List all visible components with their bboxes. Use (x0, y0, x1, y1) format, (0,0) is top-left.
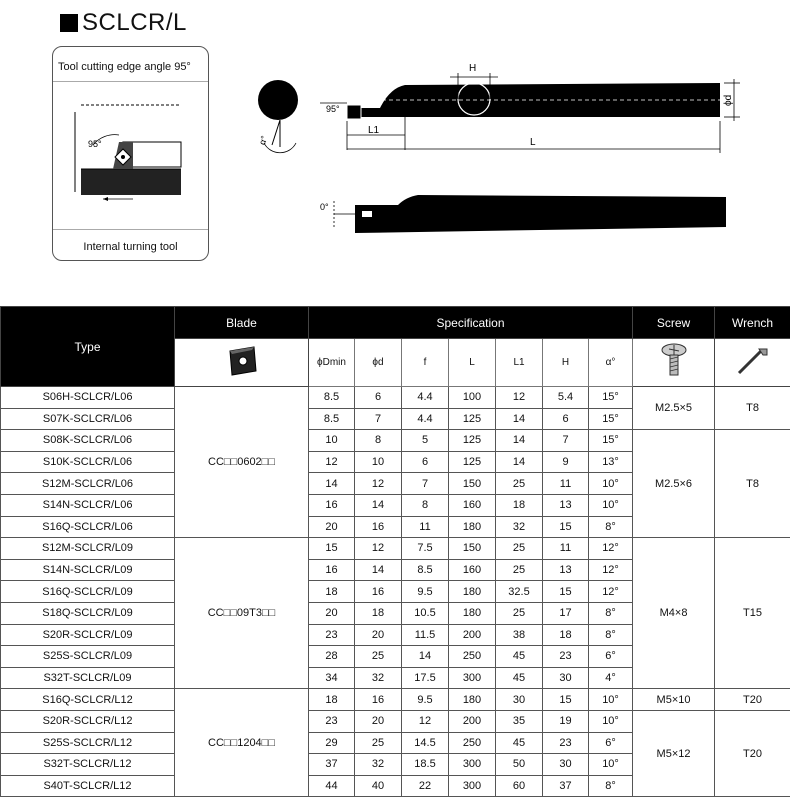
cell: 30 (543, 667, 589, 689)
cell: 25 (496, 473, 543, 495)
title-square-icon (60, 14, 78, 32)
table-row: S12M-SCLCR/L09 (1, 538, 175, 560)
cell: 10 (309, 430, 355, 452)
cell: 9 (543, 451, 589, 473)
blade-group-09: CC□□09T3□□ (175, 538, 309, 689)
cell: 150 (449, 538, 496, 560)
cell: 15 (309, 538, 355, 560)
inset-bottom-caption: Internal turning tool (83, 241, 178, 253)
cell: 37 (309, 754, 355, 776)
col-L1: L1 (496, 339, 543, 387)
cell: 8° (589, 516, 633, 538)
header-type: Type (1, 307, 175, 387)
cell: 12 (355, 473, 402, 495)
table-row: S18Q-SCLCR/L09 (1, 602, 175, 624)
screw-cell: M2.5×6 (633, 430, 715, 538)
cell: 16 (355, 516, 402, 538)
cell: 13 (543, 494, 589, 516)
cell: 11 (543, 473, 589, 495)
H-label: H (469, 63, 477, 74)
cell: 16 (309, 494, 355, 516)
cell: 10° (589, 494, 633, 516)
screw-cell: M4×8 (633, 538, 715, 689)
turning-tool-inset (52, 46, 209, 261)
wrench-cell: T20 (715, 689, 790, 711)
cell: 28 (309, 646, 355, 668)
cell: 17 (543, 602, 589, 624)
cell: 4° (589, 667, 633, 689)
cell: 12 (309, 451, 355, 473)
col-dmin: ϕDmin (309, 339, 355, 387)
table-row: S25S-SCLCR/L12 (1, 732, 175, 754)
cell: 100 (449, 387, 496, 409)
cell: 4.4 (402, 408, 449, 430)
cell: 150 (449, 473, 496, 495)
table-row: S16Q-SCLCR/L06 (1, 516, 175, 538)
cell: 38 (496, 624, 543, 646)
cell: 23 (543, 646, 589, 668)
cell: 14 (309, 473, 355, 495)
alpha-label: α° (256, 134, 270, 147)
cell: 180 (449, 516, 496, 538)
table-row: S06H-SCLCR/L06 (1, 387, 175, 409)
cell: 9.5 (402, 581, 449, 603)
cell: 37 (543, 775, 589, 797)
cell: 15° (589, 408, 633, 430)
table-row: S32T-SCLCR/L09 (1, 667, 175, 689)
table-row: S40T-SCLCR/L12 (1, 775, 175, 797)
cell: 25 (496, 559, 543, 581)
wrench-icon (715, 339, 790, 387)
cell: 160 (449, 494, 496, 516)
cell: 12 (355, 538, 402, 560)
cell: 50 (496, 754, 543, 776)
cell: 8.5 (309, 387, 355, 409)
cell: 45 (496, 667, 543, 689)
cell: 25 (355, 732, 402, 754)
cell: 8° (589, 602, 633, 624)
cell: 300 (449, 775, 496, 797)
col-H: H (543, 339, 589, 387)
cell: 13 (543, 559, 589, 581)
cell: 14 (402, 646, 449, 668)
table-row: S07K-SCLCR/L06 (1, 408, 175, 430)
blade-insert-icon (175, 339, 309, 387)
cell: 19 (543, 710, 589, 732)
cell: 30 (543, 754, 589, 776)
tool-holder-drawing (250, 55, 750, 245)
cell: 10° (589, 754, 633, 776)
cell: 12° (589, 581, 633, 603)
cell: 18 (309, 689, 355, 711)
cell: 14.5 (402, 732, 449, 754)
cell: 25 (355, 646, 402, 668)
cell: 4.4 (402, 387, 449, 409)
cell: 32.5 (496, 581, 543, 603)
cell: 200 (449, 710, 496, 732)
cell: 8.5 (402, 559, 449, 581)
cell: 12 (496, 387, 543, 409)
cell: 30 (496, 689, 543, 711)
inset-angle-label: 95° (88, 139, 102, 149)
cell: 14 (496, 451, 543, 473)
cell: 14 (355, 559, 402, 581)
cell: 15° (589, 387, 633, 409)
cell: 45 (496, 732, 543, 754)
inset-top-caption: Tool cutting edge angle 95° (58, 61, 191, 73)
cell: 13° (589, 451, 633, 473)
cell: 7 (543, 430, 589, 452)
table-row: S14N-SCLCR/L06 (1, 494, 175, 516)
cell: 10° (589, 473, 633, 495)
wrench-cell: T20 (715, 710, 790, 796)
cell: 23 (543, 732, 589, 754)
cell: 32 (355, 754, 402, 776)
cell: 200 (449, 624, 496, 646)
cell: 16 (355, 581, 402, 603)
cell: 15° (589, 430, 633, 452)
cell: 180 (449, 602, 496, 624)
cell: 250 (449, 646, 496, 668)
cell: 300 (449, 754, 496, 776)
L1-label: L1 (368, 125, 380, 136)
cell: 160 (449, 559, 496, 581)
cell: 6 (355, 387, 402, 409)
cell: 23 (309, 624, 355, 646)
cell: 25 (496, 602, 543, 624)
cell: 18 (309, 581, 355, 603)
cell: 14 (496, 408, 543, 430)
cell: 8 (355, 430, 402, 452)
cell: 11.5 (402, 624, 449, 646)
cell: 6 (402, 451, 449, 473)
specification-table (0, 306, 790, 797)
L-label: L (530, 137, 536, 148)
cell: 23 (309, 710, 355, 732)
screw-cell: M2.5×5 (633, 387, 715, 430)
inset-bottom-divider (53, 229, 208, 230)
cell: 20 (355, 710, 402, 732)
cell: 7 (355, 408, 402, 430)
cell: 20 (309, 516, 355, 538)
table-row: S08K-SCLCR/L06 (1, 430, 175, 452)
cell: 250 (449, 732, 496, 754)
cell: 14 (355, 494, 402, 516)
screw-cell: M5×10 (633, 689, 715, 711)
cell: 180 (449, 689, 496, 711)
cell: 8° (589, 624, 633, 646)
end-view-circle (258, 80, 298, 120)
cell: 125 (449, 430, 496, 452)
cell: 12° (589, 559, 633, 581)
inset-top-divider (53, 81, 208, 82)
cell: 10° (589, 710, 633, 732)
cell: 14 (496, 430, 543, 452)
cell: 6° (589, 646, 633, 668)
cell: 300 (449, 667, 496, 689)
table-row: S20R-SCLCR/L09 (1, 624, 175, 646)
cell: 5 (402, 430, 449, 452)
cell: 8 (402, 494, 449, 516)
cell: 35 (496, 710, 543, 732)
cell: 6° (589, 732, 633, 754)
table-row: S25S-SCLCR/L09 (1, 646, 175, 668)
cell: 8.5 (309, 408, 355, 430)
table-row: S32T-SCLCR/L12 (1, 754, 175, 776)
table-row: S10K-SCLCR/L06 (1, 451, 175, 473)
table-row: S20R-SCLCR/L12 (1, 710, 175, 732)
col-f: f (402, 339, 449, 387)
screw-cell: M5×12 (633, 710, 715, 796)
col-d: ϕd (355, 339, 402, 387)
cell: 12° (589, 538, 633, 560)
cell: 18 (543, 624, 589, 646)
cell: 15 (543, 581, 589, 603)
cell: 6 (543, 408, 589, 430)
zero-deg-label: 0° (320, 202, 329, 212)
angle-95-label: 95° (326, 104, 340, 114)
blade-group-12: CC□□1204□□ (175, 689, 309, 797)
wrench-cell: T8 (715, 430, 790, 538)
cell: 10 (355, 451, 402, 473)
phi-d-label: ϕd (723, 94, 734, 106)
table-row: S12M-SCLCR/L06 (1, 473, 175, 495)
cell: 32 (496, 516, 543, 538)
cell: 17.5 (402, 667, 449, 689)
cell: 12 (402, 710, 449, 732)
cell: 7 (402, 473, 449, 495)
cell: 22 (402, 775, 449, 797)
header-blade: Blade (175, 307, 309, 339)
page-title: SCLCR/L (60, 8, 187, 38)
cell: 11 (402, 516, 449, 538)
cell: 15 (543, 516, 589, 538)
cell: 10.5 (402, 602, 449, 624)
blade-group-06: CC□□0602□□ (175, 387, 309, 538)
cell: 32 (355, 667, 402, 689)
header-wrench: Wrench (715, 307, 790, 339)
cell: 40 (355, 775, 402, 797)
header-specification: Specification (309, 307, 633, 339)
cell: 125 (449, 408, 496, 430)
cell: 125 (449, 451, 496, 473)
cell: 60 (496, 775, 543, 797)
cell: 9.5 (402, 689, 449, 711)
cell: 18 (355, 602, 402, 624)
wrench-cell: T8 (715, 387, 790, 430)
table-row: S16Q-SCLCR/L09 (1, 581, 175, 603)
cell: 16 (309, 559, 355, 581)
cell: 20 (355, 624, 402, 646)
cell: 7.5 (402, 538, 449, 560)
table-row: S14N-SCLCR/L09 (1, 559, 175, 581)
cell: 45 (496, 646, 543, 668)
tool-shank-side (355, 195, 726, 233)
cell: 10° (589, 689, 633, 711)
cell: 8° (589, 775, 633, 797)
table-row: S16Q-SCLCR/L12 (1, 689, 175, 711)
wrench-cell: T15 (715, 538, 790, 689)
cell: 25 (496, 538, 543, 560)
cell: 20 (309, 602, 355, 624)
col-L: L (449, 339, 496, 387)
header-screw: Screw (633, 307, 715, 339)
cell: 34 (309, 667, 355, 689)
cell: 15 (543, 689, 589, 711)
cell: 18.5 (402, 754, 449, 776)
cell: 180 (449, 581, 496, 603)
cell: 29 (309, 732, 355, 754)
cell: 11 (543, 538, 589, 560)
cell: 44 (309, 775, 355, 797)
cell: 5.4 (543, 387, 589, 409)
cell: 16 (355, 689, 402, 711)
screw-icon (633, 339, 715, 387)
internal-turning-diagram (53, 87, 210, 227)
cell: 18 (496, 494, 543, 516)
col-alpha: α° (589, 339, 633, 387)
